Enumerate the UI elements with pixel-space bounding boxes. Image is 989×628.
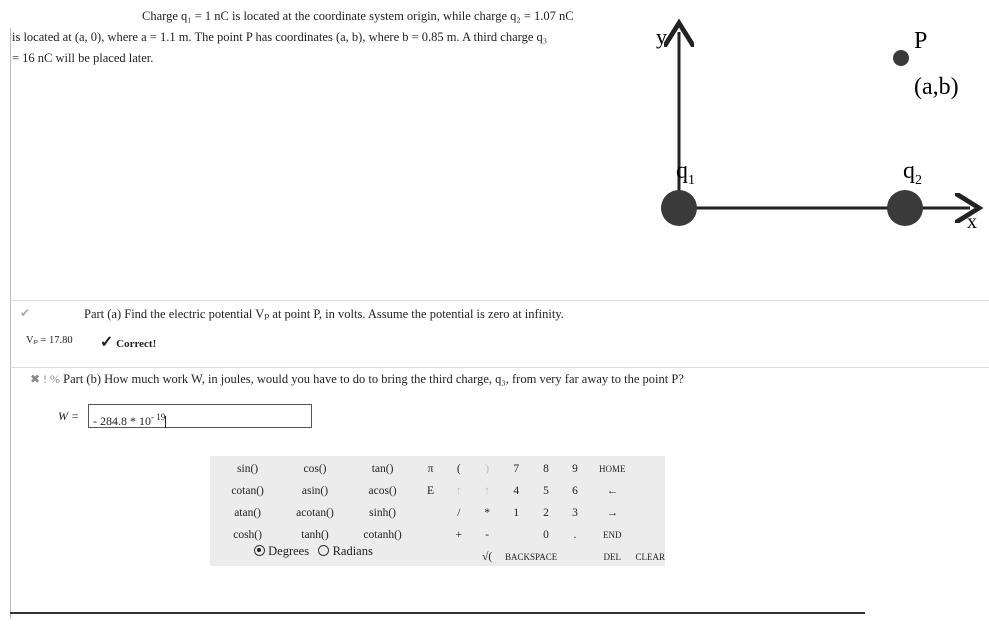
key-cosh[interactable]: cosh() xyxy=(233,529,262,541)
key-acotan[interactable]: acotan() xyxy=(296,507,334,519)
page-border-left xyxy=(10,28,11,618)
key-0[interactable]: 0 xyxy=(543,529,549,541)
q2-charge xyxy=(887,190,923,226)
part-a-answer: Vₚ = 17.80 xyxy=(26,335,73,346)
key-up-arrow-2[interactable]: ↑ xyxy=(484,485,491,497)
charge-diagram xyxy=(640,10,989,240)
checkmark-icon: ✓ xyxy=(100,334,114,351)
key-decimal[interactable]: . xyxy=(573,529,577,541)
degrees-radio[interactable] xyxy=(254,545,265,556)
key-atan[interactable]: atan() xyxy=(234,507,262,519)
key-divide[interactable]: / xyxy=(457,507,461,519)
key-right-arrow[interactable]: → xyxy=(606,507,618,519)
key-1[interactable]: 1 xyxy=(513,507,520,519)
problem-line-3: = 16 nC will be placed later. xyxy=(12,51,154,65)
key-home[interactable]: HOME xyxy=(599,464,626,474)
answer-input-exponent: - 19 xyxy=(151,412,166,422)
q1-label: $q_1$ xyxy=(676,158,695,188)
point-p-marker xyxy=(893,50,909,66)
key-clear[interactable]: CLEAR xyxy=(635,552,665,562)
correct-label: Correct! xyxy=(116,338,157,350)
problem-line-2: is located at (a, 0), where a = 1.1 m. The point P has coordinates (a, b), where b = 0.85 m. A third charge q₃ xyxy=(12,30,548,44)
key-open-paren[interactable]: ( xyxy=(456,463,461,475)
key-8[interactable]: 8 xyxy=(543,463,549,475)
key-tanh[interactable]: tanh() xyxy=(301,529,329,541)
key-asin[interactable]: asin() xyxy=(301,485,329,497)
part-a-status xyxy=(100,332,156,352)
key-2[interactable]: 2 xyxy=(543,507,549,519)
bottom-divider xyxy=(10,612,865,614)
answer-input[interactable] xyxy=(88,404,312,428)
key-3[interactable]: 3 xyxy=(572,507,578,519)
point-p-coords: (a,b) xyxy=(914,74,959,100)
text-caret xyxy=(165,416,166,428)
degrees-label: Degrees xyxy=(268,544,310,558)
part-b-title: Part (b) How much work W, in joules, would you have to do to bring the third charge, q₃, from very far away to the point P? xyxy=(63,372,684,386)
x-axis-label: x xyxy=(967,211,977,233)
key-cos[interactable]: cos() xyxy=(303,463,327,475)
angle-mode-selector xyxy=(254,544,373,559)
key-5[interactable]: 5 xyxy=(543,485,549,497)
status-icons: ✖ ! % xyxy=(30,372,61,386)
key-e[interactable]: E xyxy=(427,485,435,497)
key-plus[interactable]: + xyxy=(455,529,463,541)
key-backspace[interactable]: BACKSPACE xyxy=(505,552,558,562)
q1-charge xyxy=(661,190,697,226)
key-multiply[interactable]: * xyxy=(484,507,491,519)
key-9[interactable]: 9 xyxy=(572,463,578,475)
radians-radio[interactable] xyxy=(318,545,329,556)
key-tan[interactable]: tan() xyxy=(371,463,394,475)
y-axis-label: y xyxy=(656,24,667,49)
key-minus[interactable]: - xyxy=(485,529,490,541)
key-acos[interactable]: acos() xyxy=(368,485,397,497)
problem-statement xyxy=(12,6,652,69)
point-p-label: P xyxy=(914,28,928,54)
answer-input-value: - 284.8 * 10 xyxy=(93,414,151,428)
key-sqrt[interactable]: √( xyxy=(482,551,493,563)
key-4[interactable]: 4 xyxy=(513,485,520,497)
calculator-keypad xyxy=(210,456,665,566)
pencil-icon: ✔ xyxy=(20,306,31,320)
key-cotan[interactable]: cotan() xyxy=(231,485,264,497)
key-6[interactable]: 6 xyxy=(572,485,578,497)
key-close-paren[interactable]: ) xyxy=(485,463,490,475)
key-sin[interactable]: sin() xyxy=(237,463,259,475)
part-a-title: Part (a) Find the electric potential Vₚ at point P, in volts. Assume the potential is zero at infinity. xyxy=(84,307,564,321)
key-left-arrow[interactable]: ← xyxy=(606,485,618,497)
key-del[interactable]: DEL xyxy=(603,552,621,562)
key-up-arrow[interactable]: ↑ xyxy=(455,485,462,497)
separator xyxy=(10,367,989,368)
radians-label: Radians xyxy=(332,544,373,558)
key-sinh[interactable]: sinh() xyxy=(369,507,397,519)
key-7[interactable]: 7 xyxy=(513,463,520,475)
key-end[interactable]: END xyxy=(603,530,622,540)
w-label: W = xyxy=(58,409,80,423)
part-b-header xyxy=(30,372,684,387)
q2-label: $q_2$ xyxy=(903,158,922,188)
problem-line-1: Charge q₁ = 1 nC is located at the coordinate system origin, while charge q₂ = 1.07 nC xyxy=(142,9,574,23)
key-cotanh[interactable]: cotanh() xyxy=(363,529,402,541)
separator xyxy=(10,300,989,301)
part-a-header xyxy=(20,306,564,321)
key-pi[interactable]: π xyxy=(427,463,434,475)
